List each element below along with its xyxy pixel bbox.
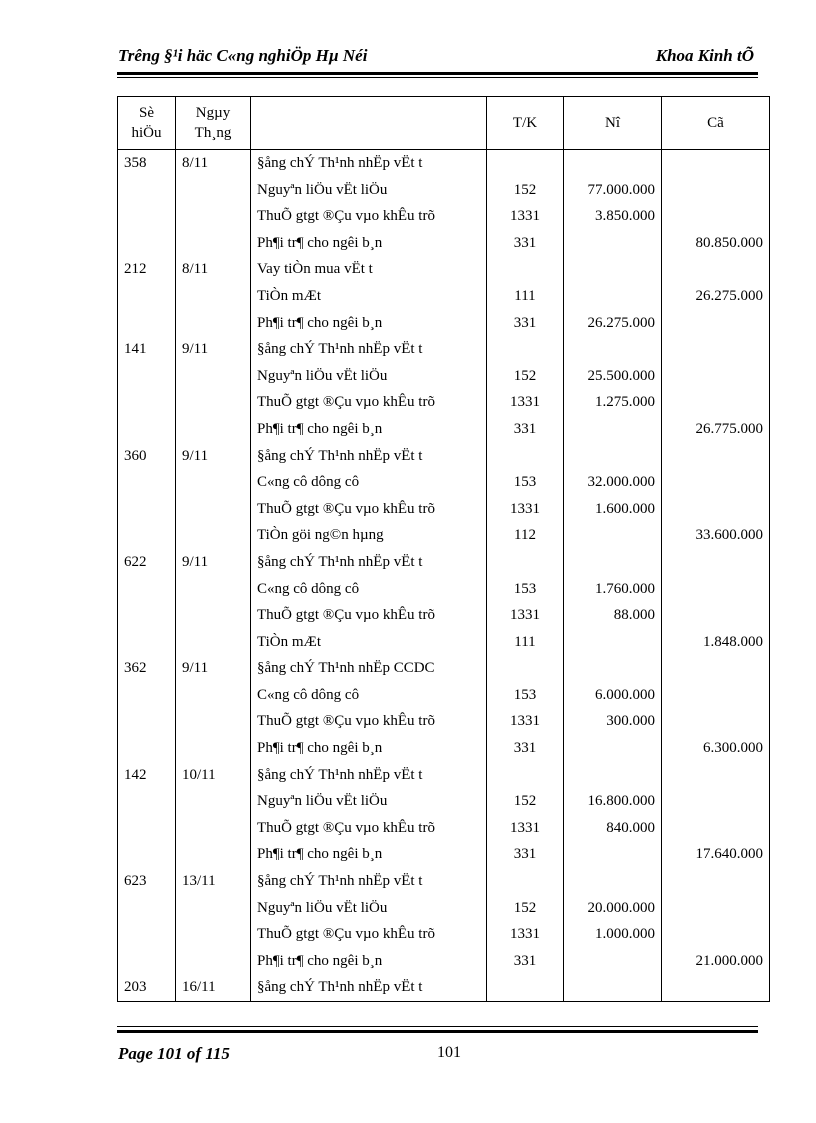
cell-tai-khoan [487,549,564,576]
cell-so-hieu: 212 [118,256,176,283]
cell-so-hieu [118,283,176,310]
cell-so-hieu [118,416,176,443]
cell-dien-giai: §ång chÝ Th¹nh nhËp vËt t [251,868,487,895]
cell-no: 6.000.000 [564,682,662,709]
cell-no [564,150,662,177]
cell-co [662,549,770,576]
cell-no [564,256,662,283]
cell-ngay: 9/11 [176,443,251,470]
cell-dien-giai: Ph¶i tr¶ cho ngêi b¸n [251,416,487,443]
cell-so-hieu: 203 [118,974,176,1001]
cell-ngay [176,389,251,416]
cell-tai-khoan: 1331 [487,921,564,948]
cell-co [662,203,770,230]
cell-ngay [176,522,251,549]
cell-so-hieu [118,735,176,762]
cell-ngay [176,230,251,257]
cell-so-hieu [118,203,176,230]
cell-dien-giai: ThuÕ gtgt ®Çu vµo khÊu trõ [251,602,487,629]
cell-so-hieu [118,522,176,549]
cell-ngay [176,682,251,709]
cell-ngay [176,416,251,443]
cell-co [662,655,770,682]
footer-rule-thick [117,1030,758,1033]
cell-tai-khoan: 153 [487,576,564,603]
cell-dien-giai: Ph¶i tr¶ cho ngêi b¸n [251,948,487,975]
cell-ngay: 9/11 [176,549,251,576]
cell-so-hieu [118,576,176,603]
cell-dien-giai: ThuÕ gtgt ®Çu vµo khÊu trõ [251,921,487,948]
cell-no [564,549,662,576]
cell-co [662,788,770,815]
cell-co: 6.300.000 [662,735,770,762]
cell-tai-khoan: 331 [487,735,564,762]
table-row [118,708,770,735]
cell-dien-giai: ThuÕ gtgt ®Çu vµo khÊu trõ [251,815,487,842]
cell-tai-khoan: 1331 [487,708,564,735]
table-row [118,762,770,789]
cell-tai-khoan: 331 [487,230,564,257]
cell-co: 80.850.000 [662,230,770,257]
cell-no: 32.000.000 [564,469,662,496]
cell-no [564,762,662,789]
cell-no: 3.850.000 [564,203,662,230]
cell-ngay [176,310,251,337]
table-row [118,177,770,204]
cell-ngay [176,948,251,975]
cell-ngay [176,788,251,815]
cell-dien-giai: Ph¶i tr¶ cho ngêi b¸n [251,310,487,337]
cell-co [662,602,770,629]
header-rule-thick [117,72,758,75]
cell-tai-khoan: 152 [487,895,564,922]
cell-so-hieu: 362 [118,655,176,682]
cell-co [662,310,770,337]
cell-co [662,682,770,709]
cell-no: 1.600.000 [564,496,662,523]
cell-tai-khoan: 1331 [487,203,564,230]
table-row [118,256,770,283]
cell-ngay [176,921,251,948]
cell-tai-khoan: 1331 [487,389,564,416]
table-row [118,310,770,337]
cell-no: 26.275.000 [564,310,662,337]
cell-so-hieu [118,469,176,496]
cell-co [662,708,770,735]
cell-no: 1.760.000 [564,576,662,603]
cell-dien-giai: C«ng cô dông cô [251,576,487,603]
cell-so-hieu [118,948,176,975]
col-header-so-hieu: Sè hiÖu [118,97,176,150]
cell-so-hieu: 358 [118,150,176,177]
cell-ngay: 9/11 [176,336,251,363]
cell-so-hieu [118,177,176,204]
cell-tai-khoan: 1331 [487,815,564,842]
cell-tai-khoan: 153 [487,469,564,496]
cell-co [662,815,770,842]
table-row [118,150,770,177]
cell-co: 21.000.000 [662,948,770,975]
cell-no [564,948,662,975]
table-row [118,416,770,443]
cell-dien-giai: ThuÕ gtgt ®Çu vµo khÊu trõ [251,708,487,735]
table-row [118,522,770,549]
cell-no: 300.000 [564,708,662,735]
cell-so-hieu [118,389,176,416]
cell-no [564,841,662,868]
cell-so-hieu [118,788,176,815]
table-row [118,203,770,230]
cell-dien-giai: §ång chÝ Th¹nh nhËp CCDC [251,655,487,682]
cell-dien-giai: Nguyªn liÖu vËt liÖu [251,177,487,204]
cell-dien-giai: C«ng cô dông cô [251,682,487,709]
table-row [118,443,770,470]
cell-so-hieu: 141 [118,336,176,363]
cell-no: 840.000 [564,815,662,842]
cell-ngay [176,469,251,496]
cell-dien-giai: §ång chÝ Th¹nh nhËp vËt t [251,549,487,576]
cell-tai-khoan: 1331 [487,496,564,523]
table-row [118,469,770,496]
cell-ngay [176,815,251,842]
col-header-dien-giai [251,97,487,150]
cell-co: 1.848.000 [662,629,770,656]
cell-so-hieu: 622 [118,549,176,576]
cell-co [662,921,770,948]
cell-tai-khoan: 153 [487,682,564,709]
table-row [118,895,770,922]
cell-dien-giai: TiÒn mÆt [251,629,487,656]
table-row [118,576,770,603]
table-body [118,150,770,1002]
cell-so-hieu [118,708,176,735]
cell-dien-giai: Nguyªn liÖu vËt liÖu [251,363,487,390]
cell-no [564,283,662,310]
table-row [118,948,770,975]
cell-no [564,868,662,895]
cell-so-hieu [118,496,176,523]
cell-co [662,576,770,603]
table-row [118,602,770,629]
cell-no: 77.000.000 [564,177,662,204]
cell-ngay [176,576,251,603]
cell-no [564,230,662,257]
cell-tai-khoan [487,150,564,177]
cell-tai-khoan: 111 [487,629,564,656]
cell-co [662,336,770,363]
cell-ngay [176,735,251,762]
cell-tai-khoan: 331 [487,841,564,868]
cell-co [662,150,770,177]
cell-tai-khoan [487,868,564,895]
cell-ngay [176,629,251,656]
cell-dien-giai: Nguyªn liÖu vËt liÖu [251,788,487,815]
cell-no [564,522,662,549]
cell-dien-giai: §ång chÝ Th¹nh nhËp vËt t [251,974,487,1001]
col-header-ngay-thang: Ngµy Th¸ng [176,97,251,150]
table-row [118,283,770,310]
header-school-name: Trêng §¹i häc C«ng nghiÖp Hµ Néi [118,46,368,65]
cell-dien-giai: §ång chÝ Th¹nh nhËp vËt t [251,443,487,470]
cell-dien-giai: Vay tiÒn mua vËt t [251,256,487,283]
cell-tai-khoan: 152 [487,363,564,390]
cell-so-hieu: 360 [118,443,176,470]
table-row [118,735,770,762]
cell-ngay [176,177,251,204]
cell-ngay [176,496,251,523]
table-row [118,336,770,363]
cell-dien-giai: §ång chÝ Th¹nh nhËp vËt t [251,762,487,789]
table-row [118,655,770,682]
cell-dien-giai: ThuÕ gtgt ®Çu vµo khÊu trõ [251,203,487,230]
cell-ngay [176,283,251,310]
cell-no: 16.800.000 [564,788,662,815]
cell-ngay [176,203,251,230]
cell-ngay [176,895,251,922]
cell-no: 1.000.000 [564,921,662,948]
cell-no: 1.275.000 [564,389,662,416]
cell-dien-giai: TiÒn mÆt [251,283,487,310]
cell-co [662,762,770,789]
cell-ngay: 9/11 [176,655,251,682]
cell-ngay: 13/11 [176,868,251,895]
cell-tai-khoan: 331 [487,310,564,337]
table-row [118,389,770,416]
cell-tai-khoan: 111 [487,283,564,310]
journal-table [117,96,770,1002]
col-header-tk: T/K [487,97,564,150]
cell-tai-khoan: 112 [487,522,564,549]
cell-tai-khoan: 152 [487,788,564,815]
cell-co [662,868,770,895]
cell-dien-giai: TiÒn göi ng©n hµng [251,522,487,549]
table-row [118,629,770,656]
cell-ngay [176,363,251,390]
table-row [118,868,770,895]
cell-tai-khoan [487,762,564,789]
cell-no [564,416,662,443]
cell-no: 25.500.000 [564,363,662,390]
cell-ngay: 10/11 [176,762,251,789]
table-row [118,363,770,390]
cell-tai-khoan: 331 [487,948,564,975]
cell-tai-khoan [487,443,564,470]
cell-ngay [176,841,251,868]
cell-so-hieu [118,815,176,842]
footer-rule-thin [117,1026,758,1027]
cell-co [662,895,770,922]
table-row [118,549,770,576]
cell-tai-khoan: 152 [487,177,564,204]
cell-no [564,443,662,470]
cell-tai-khoan [487,336,564,363]
cell-co: 26.275.000 [662,283,770,310]
table-row [118,841,770,868]
header-rule-thin [117,77,758,78]
cell-so-hieu [118,841,176,868]
cell-co [662,443,770,470]
footer-page-label: Page 101 of 115 [118,1044,230,1063]
cell-dien-giai: ThuÕ gtgt ®Çu vµo khÊu trõ [251,389,487,416]
table-row [118,230,770,257]
cell-tai-khoan: 1331 [487,602,564,629]
cell-no [564,735,662,762]
cell-no [564,336,662,363]
cell-co [662,256,770,283]
cell-so-hieu [118,363,176,390]
cell-so-hieu [118,310,176,337]
cell-co: 26.775.000 [662,416,770,443]
cell-no [564,974,662,1001]
cell-co [662,496,770,523]
cell-dien-giai: C«ng cô dông cô [251,469,487,496]
table-row [118,496,770,523]
cell-no: 20.000.000 [564,895,662,922]
cell-tai-khoan [487,974,564,1001]
cell-so-hieu [118,895,176,922]
cell-ngay: 8/11 [176,256,251,283]
cell-ngay: 16/11 [176,974,251,1001]
cell-so-hieu [118,682,176,709]
col-header-co: Cã [662,97,770,150]
table-row [118,921,770,948]
cell-so-hieu [118,602,176,629]
cell-no [564,629,662,656]
table-header-row [118,97,770,150]
cell-no [564,655,662,682]
cell-no: 88.000 [564,602,662,629]
cell-co [662,469,770,496]
cell-dien-giai: ThuÕ gtgt ®Çu vµo khÊu trõ [251,496,487,523]
cell-dien-giai: Nguyªn liÖu vËt liÖu [251,895,487,922]
cell-dien-giai: Ph¶i tr¶ cho ngêi b¸n [251,230,487,257]
cell-dien-giai: §ång chÝ Th¹nh nhËp vËt t [251,150,487,177]
cell-so-hieu [118,921,176,948]
cell-co [662,389,770,416]
cell-so-hieu [118,230,176,257]
cell-tai-khoan [487,655,564,682]
cell-ngay [176,602,251,629]
cell-co: 17.640.000 [662,841,770,868]
cell-co [662,363,770,390]
cell-so-hieu: 623 [118,868,176,895]
table-row [118,815,770,842]
cell-so-hieu: 142 [118,762,176,789]
footer-page-number: 101 [437,1044,461,1061]
table-row [118,974,770,1001]
cell-co [662,177,770,204]
cell-ngay: 8/11 [176,150,251,177]
col-header-no: Nî [564,97,662,150]
cell-so-hieu [118,629,176,656]
cell-tai-khoan [487,256,564,283]
table-row [118,682,770,709]
cell-dien-giai: Ph¶i tr¶ cho ngêi b¸n [251,735,487,762]
header-department: Khoa Kinh tÕ [655,46,754,65]
cell-tai-khoan: 331 [487,416,564,443]
cell-ngay [176,708,251,735]
table-row [118,788,770,815]
cell-co [662,974,770,1001]
cell-dien-giai: §ång chÝ Th¹nh nhËp vËt t [251,336,487,363]
cell-dien-giai: Ph¶i tr¶ cho ngêi b¸n [251,841,487,868]
cell-co: 33.600.000 [662,522,770,549]
